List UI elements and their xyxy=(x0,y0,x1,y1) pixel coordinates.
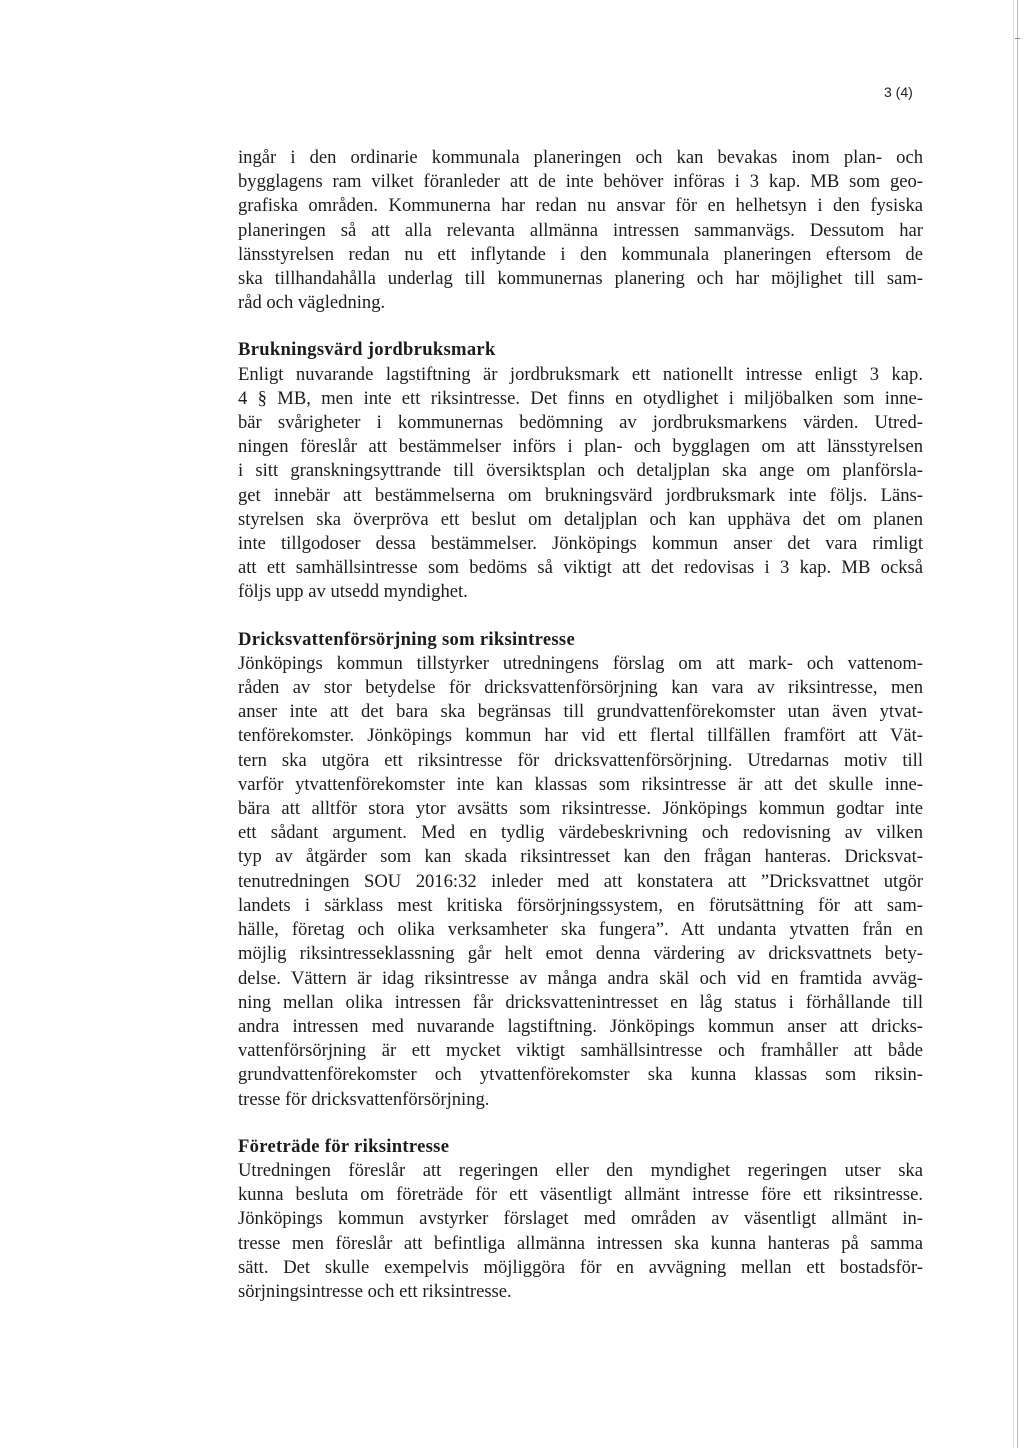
section-heading: Dricksvattenförsörjning som riksintresse xyxy=(238,628,576,650)
section-foretrade xyxy=(238,1135,923,1304)
text-line: vattenförsörjning är ett mycket viktigt samhällsintresse och framhåller att både xyxy=(238,1040,923,1062)
page-number: 3 (4) xyxy=(884,84,913,100)
text-line: sätt. Det skulle exempelvis möjliggöra för en avvägning mellan ett bostadsför- xyxy=(238,1256,923,1278)
text-line: planeringen så att alla relevanta allmänna intressen sammanvägs. Dessutom har xyxy=(238,219,923,241)
text-line: länsstyrelsen redan nu ett inflytande i den kommunala planeringen eftersom de xyxy=(238,243,923,265)
text-line: råd och vägledning. xyxy=(238,292,386,314)
text-line: tenförekomster. Jönköpings kommun har vid ett flertal tillfällen framfört att Vät- xyxy=(238,725,923,747)
text-line: Utredningen föreslår att regeringen eller den myndighet regeringen utser ska xyxy=(238,1159,923,1181)
document-body xyxy=(238,146,923,1304)
section-dricksvatten xyxy=(238,628,923,1112)
text-line: tenutredningen SOU 2016:32 inleder med att konstatera att ”Dricksvattnet utgör xyxy=(238,870,923,892)
text-line: grafiska områden. Kommunerna har redan nu ansvar för en helhetsyn i den fysiska xyxy=(238,195,923,217)
text-line: tern ska utgöra ett riksintresse för dricksvattenförsörjning. Utredarnas motiv till xyxy=(238,749,923,771)
text-line: bygglagens ram vilket föranleder att de inte behöver införas i 3 kap. MB som geo- xyxy=(238,171,923,193)
text-line: landets i särklass mest kritiska försörjningssystem, en förutsättning för att sam- xyxy=(238,894,923,916)
paragraph-gap xyxy=(238,605,923,628)
text-line: andra intressen med nuvarande lagstiftning. Jönköpings kommun anser att dricks- xyxy=(238,1015,923,1037)
text-line: i sitt granskningsyttrande till översiktsplan och detaljplan ska ange om planförsla- xyxy=(238,460,923,482)
scan-edge xyxy=(1017,0,1018,1448)
text-line: styrelsen ska överpröva ett beslut om detaljplan och kan upphäva det om planen xyxy=(238,508,923,530)
text-line: att ett samhällsintresse som bedöms så viktigt att det redovisas i 3 kap. MB också xyxy=(238,557,923,579)
text-line: ingår i den ordinarie kommunala planeringen och kan bevakas inom plan- och xyxy=(238,147,923,168)
intro-paragraph xyxy=(238,146,923,315)
text-line: ning mellan olika intressen får dricksvattenintresset en låg status i förhållande till xyxy=(238,991,923,1013)
text-line: följs upp av utsedd myndighet. xyxy=(238,581,468,603)
text-line: 4 § MB, men inte ett riksintresse. Det finns en otydlighet i miljöbalken som inne- xyxy=(238,387,923,409)
text-line: varför ytvattenförekomster inte kan klassas som riksintresse är att det skulle inne- xyxy=(238,773,923,795)
paragraph-gap xyxy=(238,315,923,338)
text-line: bära att alltför stora ytor avsätts som riksintresse. Jönköpings kommun godtar inte xyxy=(238,798,923,820)
scan-edge-tick xyxy=(1015,38,1020,39)
text-line: ska tillhandahålla underlag till kommunernas planering och har möjlighet till sam- xyxy=(238,268,923,290)
text-line: typ av åtgärder som kan skada riksintresset kan den frågan hanteras. Dricksvat- xyxy=(238,846,923,868)
text-line: bär svårigheter i kommunernas bedömning av jordbruksmarkens värden. Utred- xyxy=(238,412,923,434)
text-line: grundvattenförekomster och ytvattenförekomster ska kunna klassas som riksin- xyxy=(238,1064,923,1086)
text-line: kunna besluta om företräde för ett väsentligt allmänt intresse före ett riksintresse. xyxy=(238,1184,923,1206)
text-line: Enligt nuvarande lagstiftning är jordbruksmark ett nationellt intresse enligt 3 kap. xyxy=(238,363,923,385)
text-line: inte tillgodoser dessa bestämmelser. Jönköpings kommun anser det vara rimligt xyxy=(238,533,923,555)
text-line: Jönköpings kommun avstyrker förslaget med områden av väsentligt allmänt in- xyxy=(238,1208,923,1230)
text-line: delse. Vättern är idag riksintresse av många andra skäl och vid en framtida avväg- xyxy=(238,967,923,989)
text-line: tresse för dricksvattenförsörjning. xyxy=(238,1088,490,1110)
text-line: ett sådant argument. Med en tydlig värdebeskrivning och redovisning av vilken xyxy=(238,822,923,844)
section-heading: Brukningsvärd jordbruksmark xyxy=(238,339,496,361)
paragraph-gap xyxy=(238,1112,923,1135)
section-heading: Företräde för riksintresse xyxy=(238,1135,450,1157)
text-line: Jönköpings kommun tillstyrker utredningens förslag om att mark- och vattenom- xyxy=(238,652,923,674)
text-line: råden av stor betydelse för dricksvattenförsörjning kan vara av riksintresse, men xyxy=(238,677,923,699)
text-line: ningen föreslår att bestämmelser införs i plan- och bygglagen om att länsstyrelsen xyxy=(238,436,923,458)
text-line: get innebär att bestämmelserna om brukningsvärd jordbruksmark inte följs. Läns- xyxy=(238,484,923,506)
text-line: anser inte att det bara ska begränsas till grundvattenförekomster utan även ytvat- xyxy=(238,701,923,723)
scan-edge-shadow xyxy=(1013,0,1014,1448)
text-line: möjlig riksintresseklassning går helt emot denna värdering av dricksvattnets bety- xyxy=(238,943,923,965)
section-brukningsvard xyxy=(238,338,923,604)
text-line: sörjningsintresse och ett riksintresse. xyxy=(238,1280,512,1302)
text-line: tresse men föreslår att befintliga allmänna intressen ska kunna hanteras på samma xyxy=(238,1232,923,1254)
text-line: hälle, företag och olika verksamheter ska fungera”. Att undanta ytvatten från en xyxy=(238,919,923,941)
